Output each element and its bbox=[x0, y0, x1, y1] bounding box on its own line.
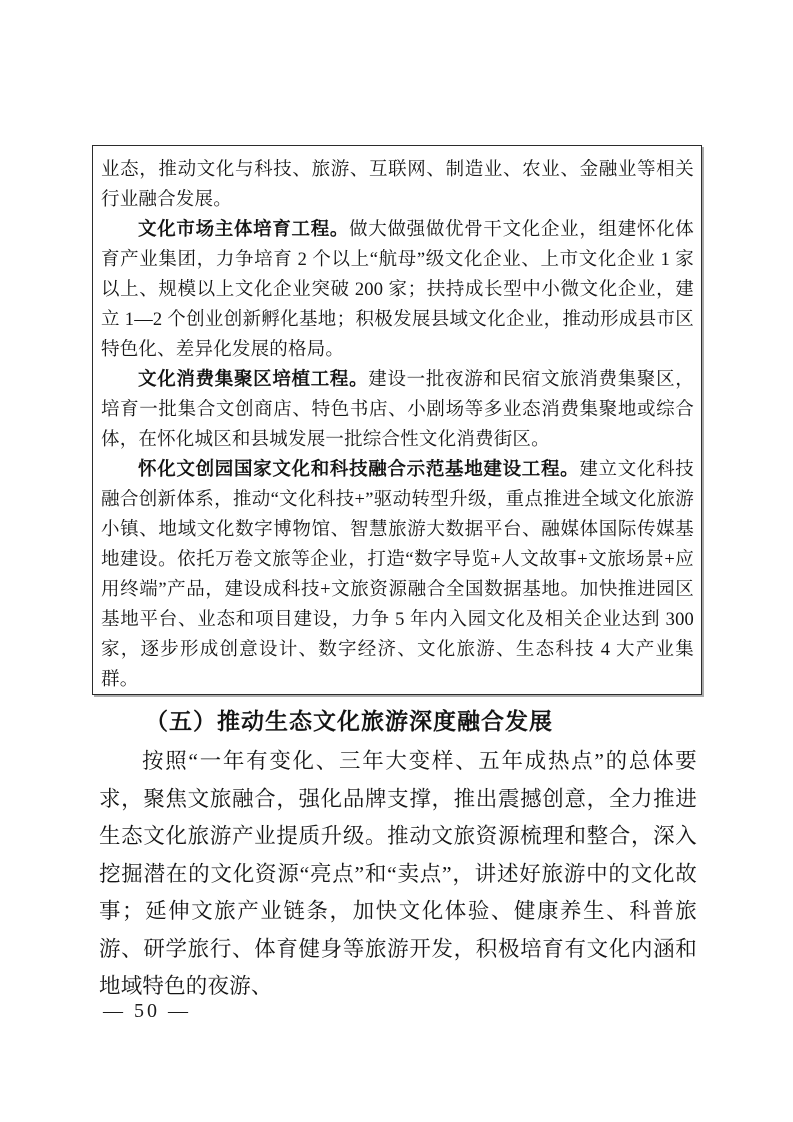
section-paragraph: 按照“一年有变化、三年大变样、五年成热点”的总体要求，聚焦文旅融合，强化品牌支撑，推出震撼创意，全力推进生态文化旅游产业提质升级。推动文旅资源梳理和整合，深入挖掘潜在的文化资源“亮点”和“卖点”，讲述好旅游中的文化故事；延伸文旅产业链条，加快文化体验、健康养生、科普旅游、研学旅行、体育健身等旅游开发，积极培育有文化内涵和地域特色的夜游、 bbox=[99, 749, 697, 998]
paragraph-body: 业态，推动文化与科技、旅游、互联网、制造业、农业、金融业等相关行业融合发展。 bbox=[101, 160, 694, 210]
paragraph-lead: 文化消费集聚区培植工程。 bbox=[138, 370, 369, 390]
excerpt-box bbox=[92, 145, 702, 695]
paragraph-body: 做大做强做优骨干文化企业，组建怀化体育产业集团，力争培育 2 个以上“航母”级文化企业、上市文化企业 1 家以上、规模以上文化企业突破 200 家；扶持成长型中小微文化企业，建立 1—2 个创业创新孵化基地；积极发展县域文化企业，推动形成县市区特色化、差异化发展的格局。 bbox=[101, 220, 694, 360]
paragraph-body: 建设一批夜游和民宿文旅消费集聚区，培育一批集合文创商店、特色书店、小剧场等多业态消费集聚地或综合体，在怀化城区和县城发展一批综合性文化消费街区。 bbox=[101, 370, 695, 450]
boxed-paragraph-market-cultivation bbox=[101, 215, 694, 365]
paragraph-body: 建立文化科技融合创新体系，推动“文化科技+”驱动转型升级，重点推进全域文化旅游小镇、地域文化数字博物馆、智慧旅游大数据平台、融媒体国际传媒基地建设。依托万卷文旅等企业，打造“数字导览+人文故事+文旅场景+应用终端”产品，建设成科技+文旅资源融合全国数据基地。加快推进园区基地平台、业态和项目建设，力争 5 年内入园文化及相关企业达到 300 家，逐步形成创意设计、数字经济、文化旅游、生态科技 4 大产业集群。 bbox=[101, 460, 695, 690]
paragraph-lead: 怀化文创园国家文化和科技融合示范基地建设工程。 bbox=[138, 460, 580, 480]
paragraph-lead: 文化市场主体培育工程。 bbox=[138, 220, 350, 240]
page-number: — 50 — bbox=[103, 1000, 191, 1022]
boxed-paragraph-tech-fusion-base bbox=[101, 455, 694, 695]
boxed-paragraph-continuation bbox=[101, 155, 694, 215]
boxed-paragraph-consumption-cluster bbox=[101, 365, 694, 455]
section-heading: （五）推动生态文化旅游深度融合发展 bbox=[145, 709, 553, 734]
